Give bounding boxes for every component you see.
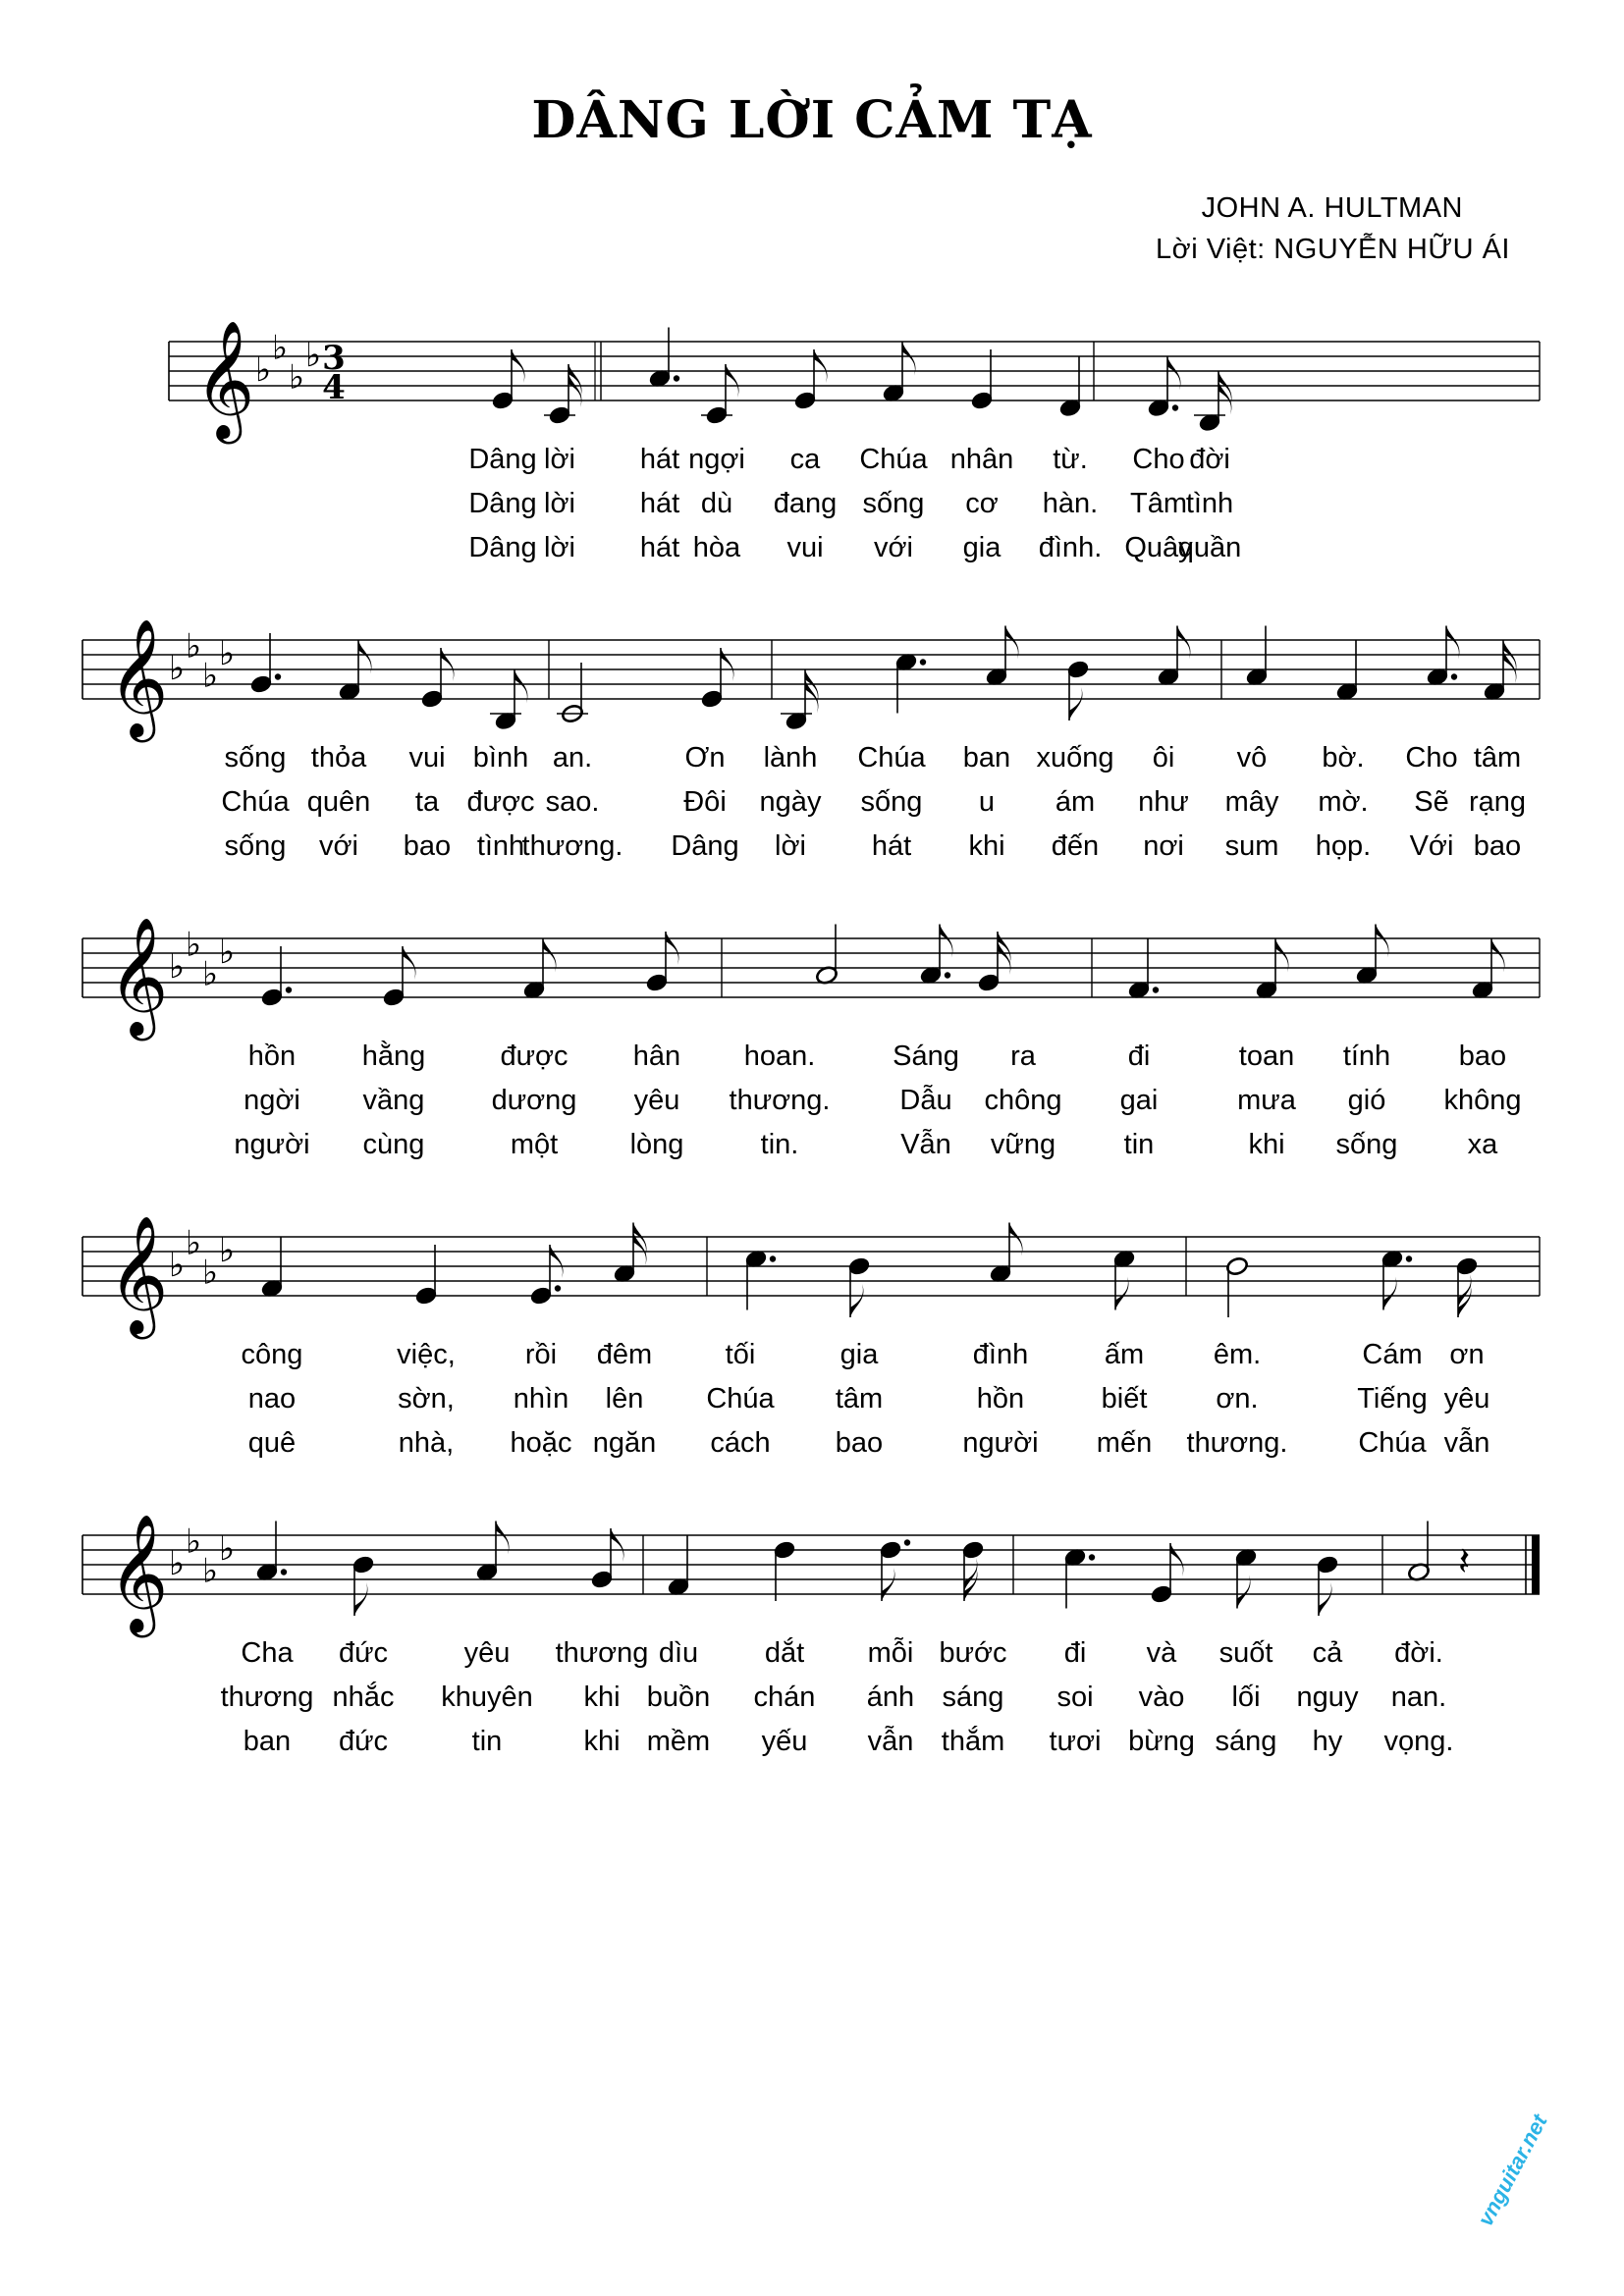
quarter-rest-icon: 𝄽 <box>1458 1539 1471 1584</box>
lyric-syllable: sống <box>224 830 287 862</box>
lyric-syllable: nan. <box>1390 1682 1447 1713</box>
lyric-syllable: đến <box>1051 830 1100 862</box>
lyric-syllable: thương. <box>1186 1427 1288 1459</box>
dot <box>1089 1554 1095 1560</box>
lyric-syllable: u <box>978 786 996 818</box>
note <box>1063 1547 1095 1608</box>
note <box>773 1540 796 1601</box>
lyric-syllable: sum <box>1224 830 1279 862</box>
flat-icon: ♭ <box>272 328 289 368</box>
lyric-syllable: đêm <box>596 1339 653 1370</box>
note <box>590 1528 623 1589</box>
lyric-syllable: chông <box>984 1085 1062 1116</box>
lyric-syllable: lòng <box>629 1129 684 1160</box>
lyric-syllable: hân <box>632 1041 681 1072</box>
lyric-syllable: tính <box>1342 1041 1391 1072</box>
lyric-syllable: Chúa <box>857 742 926 774</box>
lyric-syllable: bao <box>835 1427 884 1459</box>
lyric-syllable: ơn. <box>1216 1383 1259 1415</box>
lyric-syllable: sáng <box>1215 1726 1277 1757</box>
note <box>475 1522 509 1582</box>
lyric-syllable: ra <box>1010 1041 1036 1072</box>
lyric-syllable: tối <box>725 1339 756 1370</box>
flat-icon: ♭ <box>186 1522 202 1562</box>
lyric-syllable: đi <box>1063 1637 1087 1669</box>
final-barline-thick <box>1532 1535 1540 1594</box>
lyric-syllable: bao <box>1458 1041 1507 1072</box>
lyric-syllable: với <box>319 830 358 862</box>
lyric-syllable: dắt <box>764 1637 805 1669</box>
lyric-syllable: cùng <box>362 1129 425 1160</box>
flat-icon: ♭ <box>219 1231 236 1270</box>
lyricist-credit: Lời Việt: NGUYỄN HỮU ÁI <box>1156 234 1510 265</box>
lyric-syllable: xuống <box>1036 742 1114 774</box>
lyric-syllable: yêu <box>633 1085 680 1116</box>
lyric-syllable: buồn <box>646 1682 711 1713</box>
lyric-syllable: suốt <box>1218 1637 1273 1669</box>
lyric-syllable: nguy <box>1296 1682 1359 1713</box>
lyric-syllable: Tâm <box>1130 488 1187 519</box>
lyric-syllable: lên <box>605 1383 644 1415</box>
lyric-syllable: vầng <box>362 1085 425 1116</box>
lyric-syllable: chán <box>753 1682 816 1713</box>
lyric-syllable: nhà, <box>398 1427 455 1459</box>
note <box>352 1555 375 1616</box>
lyric-syllable: quần <box>1177 532 1242 563</box>
lyric-syllable: rạng <box>1468 786 1527 818</box>
note <box>1316 1555 1339 1616</box>
lyric-syllable: gia <box>962 532 1001 563</box>
flat-icon: ♭ <box>255 350 272 390</box>
lyric-syllable: nơi <box>1143 830 1184 862</box>
flat-icon: ♭ <box>305 336 322 375</box>
flat-icon: ♭ <box>186 925 202 965</box>
dot <box>904 1539 910 1545</box>
flat-icon: ♭ <box>202 1253 219 1293</box>
lyric-syllable: soi <box>1056 1682 1094 1713</box>
lyric-syllable: hát <box>639 532 680 563</box>
lyric-syllable: hát <box>639 444 680 475</box>
lyric-syllable: mưa <box>1237 1085 1296 1116</box>
lyric-syllable: quên <box>306 786 371 818</box>
lyric-syllable: Cho <box>1132 444 1185 475</box>
note <box>255 1522 287 1582</box>
lyric-syllable: sống <box>224 742 287 774</box>
lyric-syllable: ám <box>1055 786 1096 818</box>
lyric-syllable: vọng. <box>1383 1726 1454 1757</box>
lyric-syllable: cơ <box>965 488 999 519</box>
lyric-syllable: như <box>1138 786 1189 818</box>
lyric-syllable: vào <box>1138 1682 1185 1713</box>
flat-icon: ♭ <box>186 626 202 667</box>
flat-icon: ♭ <box>289 357 305 398</box>
lyric-syllable: tình <box>1185 488 1234 519</box>
lyric-syllable: việc, <box>397 1339 456 1370</box>
lyric-syllable: khi <box>583 1726 621 1757</box>
lyric-syllable: Chúa <box>706 1383 775 1415</box>
note-flag <box>1319 1582 1331 1616</box>
note-flag <box>1170 1543 1183 1576</box>
lyric-syllable: tươi <box>1049 1726 1102 1757</box>
lyric-syllable: lành <box>763 742 818 774</box>
lyric-syllable: đời. <box>1394 1637 1443 1669</box>
flat-icon: ♭ <box>186 1223 202 1263</box>
lyric-syllable: Sáng <box>893 1041 959 1072</box>
lyric-syllable: yếu <box>761 1726 808 1757</box>
lyric-line <box>0 1637 1624 1677</box>
note <box>961 1540 985 1601</box>
lyric-syllable: ngợi <box>688 444 745 475</box>
lyric-syllable: hoặc <box>510 1427 572 1459</box>
lyric-syllable: với <box>874 532 913 563</box>
lyric-syllable: ấm <box>1104 1339 1145 1370</box>
lyric-syllable: hy <box>1312 1726 1343 1757</box>
lyric-syllable: tin <box>471 1726 503 1757</box>
treble-clef-icon: 𝄞 <box>194 319 255 439</box>
lyric-syllable: tin <box>1123 1129 1155 1160</box>
lyric-syllable: vẫn <box>867 1726 914 1757</box>
note <box>667 1536 690 1597</box>
lyric-syllable: ngăn <box>592 1427 657 1459</box>
flat-icon: ♭ <box>169 947 186 987</box>
lyric-syllable: Cho <box>1405 742 1458 774</box>
composer-credit: JOHN A. HULTMAN <box>1201 192 1463 224</box>
lyric-syllable: bao <box>1473 830 1522 862</box>
lyric-syllable: lời <box>544 444 575 475</box>
lyric-syllable: hát <box>871 830 912 862</box>
lyric-syllable: sao. <box>545 786 600 818</box>
treble-clef-icon: 𝄞 <box>108 916 169 1036</box>
lyric-syllable: gió <box>1347 1085 1386 1116</box>
lyric-syllable: êm. <box>1213 1339 1262 1370</box>
lyric-syllable: Dẫu <box>899 1085 952 1116</box>
lyric-syllable: đi <box>1127 1041 1151 1072</box>
lyric-syllable: mờ. <box>1318 786 1369 818</box>
lyric-syllable: Ơn <box>684 742 726 774</box>
note <box>1150 1543 1183 1604</box>
lyric-syllable: đời <box>1189 444 1230 475</box>
lyric-syllable: nao <box>247 1383 297 1415</box>
lyric-syllable: sống <box>1335 1129 1398 1160</box>
lyric-syllable: lời <box>544 532 575 563</box>
lyric-syllable: Cha <box>241 1637 294 1669</box>
lyric-syllable: được <box>466 786 535 818</box>
lyric-syllable: sống <box>860 786 923 818</box>
lyric-syllable: dìu <box>658 1637 699 1669</box>
lyric-syllable: Cám <box>1362 1339 1423 1370</box>
time-signature-unit: 4 <box>322 368 346 407</box>
lyric-syllable: hàn. <box>1042 488 1099 519</box>
lyric-syllable: ánh <box>866 1682 915 1713</box>
lyric-syllable: dù <box>700 488 733 519</box>
lyric-syllable: mỗi <box>867 1637 914 1669</box>
time-signature-beats: 3 <box>322 339 346 378</box>
lyric-syllable: tình <box>476 830 525 862</box>
lyric-syllable: Sẽ <box>1414 786 1449 818</box>
lyric-syllable: thỏa <box>310 742 367 774</box>
lyric-syllable: ơn <box>1449 1339 1485 1370</box>
lyric-syllable: gia <box>839 1339 879 1370</box>
lyric-syllable: tin. <box>760 1129 799 1160</box>
lyric-syllable: hòa <box>692 532 741 563</box>
lyric-syllable: vẫn <box>1443 1427 1490 1459</box>
flat-icon: ♭ <box>202 656 219 696</box>
lyric-syllable: được <box>500 1041 568 1072</box>
lyric-syllable: Dâng <box>468 444 537 475</box>
lyric-syllable: đình <box>972 1339 1029 1370</box>
lyric-syllable: Đôi <box>683 786 727 818</box>
lyric-syllable: Dâng <box>468 532 537 563</box>
lyric-syllable: xa <box>1467 1129 1498 1160</box>
lyric-syllable: Chúa <box>859 444 928 475</box>
lyric-syllable: lối <box>1231 1682 1261 1713</box>
lyric-syllable: bừng <box>1128 1726 1195 1757</box>
lyric-syllable: rồi <box>524 1339 558 1370</box>
lyric-syllable: thương. <box>729 1085 831 1116</box>
treble-clef-icon: 𝄞 <box>108 1513 169 1632</box>
lyric-syllable: ngày <box>759 786 822 818</box>
lyric-syllable: vui <box>786 532 824 563</box>
note-flag <box>964 1558 977 1591</box>
lyric-syllable: thương <box>220 1682 314 1713</box>
treble-clef-icon: 𝄞 <box>108 1214 169 1334</box>
note <box>879 1539 910 1601</box>
lyric-syllable: mến <box>1096 1427 1153 1459</box>
lyric-syllable: thắm <box>941 1726 1005 1757</box>
song-title: DÂNG LỜI CẢM TẠ <box>531 90 1093 150</box>
lyric-syllable: không <box>1443 1085 1522 1116</box>
lyric-syllable: tâm <box>1473 742 1522 774</box>
flat-icon: ♭ <box>219 933 236 972</box>
lyric-syllable: người <box>234 1129 310 1160</box>
lyric-syllable: khuyên <box>441 1682 533 1713</box>
lyric-syllable: nhìn <box>513 1383 569 1415</box>
lyric-syllable: sống <box>862 488 925 519</box>
note-flag <box>611 1528 623 1562</box>
lyric-syllable: Quây <box>1124 532 1193 563</box>
lyric-syllable: Dâng <box>468 488 537 519</box>
flat-icon: ♭ <box>219 1529 236 1569</box>
lyric-syllable: Tiếng <box>1357 1383 1428 1415</box>
lyric-syllable: ban <box>962 742 1011 774</box>
lyric-syllable: mây <box>1224 786 1279 818</box>
flat-icon: ♭ <box>219 634 236 673</box>
lyric-syllable: Với <box>1409 830 1454 862</box>
lyric-line <box>0 1682 1624 1721</box>
lyric-syllable: toan <box>1238 1041 1295 1072</box>
lyric-syllable: tâm <box>835 1383 884 1415</box>
lyric-syllable: yêu <box>1443 1383 1490 1415</box>
lyric-syllable: biết <box>1101 1383 1148 1415</box>
lyric-syllable: hát <box>639 488 680 519</box>
flat-icon: ♭ <box>169 1246 186 1285</box>
lyric-syllable: đức <box>338 1637 389 1669</box>
lyric-syllable: Chúa <box>1358 1427 1427 1459</box>
lyric-line <box>0 1726 1624 1765</box>
lyric-syllable: đức <box>338 1726 389 1757</box>
lyric-syllable: dương <box>491 1085 577 1116</box>
lyric-syllable: hoan. <box>743 1041 816 1072</box>
lyric-syllable: công <box>241 1339 303 1370</box>
treble-clef-icon: 𝄞 <box>108 617 169 737</box>
lyric-syllable: Vẫn <box>900 1129 951 1160</box>
lyric-syllable: gai <box>1119 1085 1159 1116</box>
lyric-syllable: mềm <box>646 1726 711 1757</box>
flat-icon: ♭ <box>169 1544 186 1583</box>
lyric-syllable: họp. <box>1315 830 1372 862</box>
flat-icon: ♭ <box>169 649 186 688</box>
lyric-syllable: lời <box>775 830 806 862</box>
watermark-text: vnguitar.net <box>1473 2109 1552 2230</box>
flat-icon: ♭ <box>202 1551 219 1591</box>
lyric-syllable: vững <box>990 1129 1056 1160</box>
lyric-syllable: đình. <box>1038 532 1103 563</box>
flat-icon: ♭ <box>202 954 219 994</box>
lyric-syllable: từ. <box>1053 444 1088 475</box>
lyric-syllable: ta <box>414 786 440 818</box>
lyric-syllable: hồn <box>247 1041 297 1072</box>
lyric-syllable: sờn, <box>398 1383 455 1415</box>
lyric-syllable: nhắc <box>332 1682 395 1713</box>
lyric-syllable: thương. <box>521 830 623 862</box>
lyric-syllable: hằng <box>361 1041 426 1072</box>
lyric-syllable: người <box>962 1427 1039 1459</box>
lyric-syllable: bước <box>939 1637 1007 1669</box>
lyric-syllable: vô <box>1236 742 1268 774</box>
lyric-syllable: ban <box>243 1726 292 1757</box>
lyric-syllable: yêu <box>463 1637 511 1669</box>
lyric-syllable: an. <box>552 742 593 774</box>
lyric-syllable: khi <box>1248 1129 1285 1160</box>
lyric-syllable: bao <box>403 830 452 862</box>
lyric-syllable: ôi <box>1152 742 1175 774</box>
lyric-syllable: bờ. <box>1322 742 1365 774</box>
note-flag <box>882 1568 894 1601</box>
lyric-syllable: thương <box>555 1637 649 1669</box>
lyric-syllable: một <box>510 1129 559 1160</box>
lyric-syllable: khi <box>583 1682 621 1713</box>
lyric-syllable: Dâng <box>671 830 739 862</box>
lyric-syllable: ca <box>789 444 821 475</box>
lyric-syllable: quê <box>247 1427 297 1459</box>
note <box>1234 1547 1258 1608</box>
lyric-syllable: vui <box>408 742 446 774</box>
lyric-syllable: đang <box>773 488 838 519</box>
lyric-syllable: khi <box>968 830 1005 862</box>
lyric-syllable: bình <box>472 742 529 774</box>
lyric-syllable: lời <box>544 488 575 519</box>
lyric-syllable: và <box>1146 1637 1177 1669</box>
lyric-syllable: cả <box>1312 1637 1343 1669</box>
lyric-syllable: Chúa <box>221 786 290 818</box>
note-flag <box>354 1582 367 1616</box>
lyric-syllable: cách <box>710 1427 771 1459</box>
dot <box>281 1569 287 1575</box>
lyric-syllable: nhân <box>949 444 1014 475</box>
note <box>1407 1522 1431 1582</box>
lyric-syllable: sáng <box>942 1682 1004 1713</box>
lyric-syllable: ngời <box>244 1085 300 1116</box>
lyric-syllable: hồn <box>976 1383 1025 1415</box>
